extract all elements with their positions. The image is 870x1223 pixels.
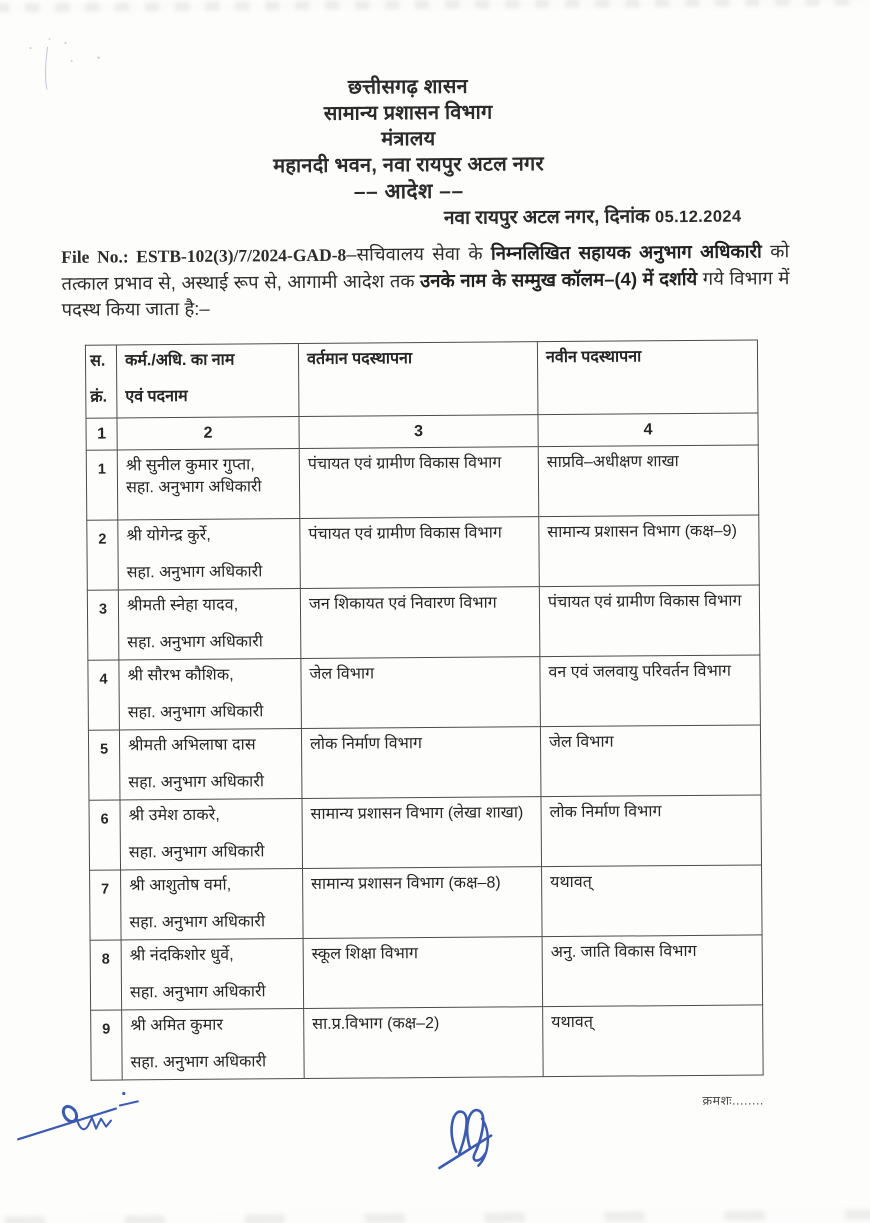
row-serial: 6 [89, 800, 121, 870]
letterhead [0, 71, 821, 209]
officer-name: श्री नंदकिशोर धुर्वे, [129, 946, 234, 965]
table-row [89, 795, 762, 870]
table-row [90, 935, 763, 1010]
row-new-posting: यथावत् [542, 865, 763, 937]
col-num-3: 3 [299, 415, 538, 449]
department-name: सामान्य प्रशासन विभाग [323, 101, 493, 125]
para-seg3: को तत्काल प्रभाव से, अस्थाई रूप से, आगामी आदेश तक [61, 240, 790, 294]
row-new-posting: पंचायत एवं ग्रामीण विकास विभाग [539, 585, 760, 657]
row-new-posting: अनु. जाति विकास विभाग [542, 935, 763, 1007]
postings-table-wrap [85, 339, 764, 1080]
file-number: File No.: ESTB-102(3)/7/2024-GAD-8 [61, 244, 347, 267]
place-date-text: नवा रायपुर अटल नगर, दिनांक [443, 206, 656, 229]
header-name-line2: एवं पदनाम [125, 387, 188, 406]
officer-designation: सहा. अनुभाग अधिकारी [129, 913, 266, 932]
row-serial: 3 [87, 590, 119, 660]
officer-designation: सहा. अनुभाग अधिकारी [128, 843, 265, 862]
row-officer [117, 449, 300, 520]
table-row [86, 445, 759, 520]
table-header-row [85, 340, 758, 418]
officer-name: श्री उमेश ठाकरे, [128, 806, 220, 825]
signature-center-icon [439, 1110, 491, 1168]
header-serial [85, 345, 117, 418]
row-officer [121, 869, 304, 940]
place-date-line [444, 202, 742, 230]
officer-name: श्री योगेन्द्र कुर्रे, [126, 526, 211, 545]
row-new-posting: लोक निर्माण विभाग [541, 795, 762, 867]
officer-name: श्रीमती स्नेहा यादव, [126, 596, 239, 615]
col-num-1: 1 [86, 418, 117, 450]
row-current-posting: सा.प्र.विभाग (कक्ष–2) [304, 1007, 544, 1079]
officer-name: श्री अमित कुमार [130, 1016, 224, 1035]
row-current-posting: जन शिकायत एवं निवारण विभाग [300, 587, 540, 659]
scan-edge-noise-top [0, 0, 865, 12]
para-seg2: निम्नलिखित सहायक अनुभाग अधिकारी [490, 240, 762, 264]
signature-left-icon [18, 1092, 138, 1140]
state-name: छत्तीसगढ़ शासन [347, 75, 468, 99]
row-new-posting: यथावत् [543, 1005, 764, 1077]
row-officer [122, 1009, 305, 1080]
header-current-posting: वर्तमान पदस्थापना [298, 342, 538, 417]
officer-designation: सहा. अनुभाग अधिकारी [127, 703, 264, 722]
row-officer [121, 939, 304, 1010]
officer-designation: सहा. अनुभाग अधिकारी [125, 478, 262, 497]
row-new-posting: साप्रवि–अधीक्षण शाखा [538, 445, 759, 517]
officer-designation: सहा. अनुभाग अधिकारी [127, 633, 263, 652]
column-number-row [86, 413, 758, 450]
scan-edge-noise-bottom [5, 1210, 870, 1223]
header-new-posting: नवीन पदस्थापना [537, 340, 758, 415]
row-current-posting: जेल विभाग [301, 657, 541, 729]
row-officer [118, 589, 301, 660]
row-serial: 8 [90, 940, 122, 1010]
row-serial: 9 [91, 1010, 123, 1080]
row-current-posting: लोक निर्माण विभाग [301, 727, 541, 799]
row-serial: 7 [90, 870, 122, 940]
table-row [88, 655, 761, 730]
officer-designation: सहा. अनुभाग अधिकारी [130, 1053, 267, 1072]
header-name-line1: कर्म./अधि. का नाम [124, 351, 235, 370]
row-serial: 1 [86, 450, 118, 520]
row-officer [119, 729, 302, 800]
header-name [116, 344, 299, 418]
officer-name: श्री सुनील कुमार गुप्ता, [125, 456, 256, 475]
continued-marker: क्रमशः........ [702, 1093, 764, 1108]
row-officer [118, 519, 301, 590]
row-serial: 2 [87, 520, 119, 590]
officer-designation: सहा. अनुभाग अधिकारी [129, 983, 266, 1002]
officer-name: श्रीमती अभिलाषा दास [127, 736, 256, 755]
para-seg1: –सचिवालय सेवा के [346, 242, 491, 265]
table-row [88, 725, 761, 800]
table-row [90, 865, 763, 940]
table-row [87, 515, 760, 590]
row-new-posting: जेल विभाग [540, 725, 761, 797]
row-current-posting: स्कूल शिक्षा विभाग [303, 937, 543, 1009]
header-serial-line2: क्रं. [90, 388, 108, 406]
officer-name: श्री आशुतोष वर्मा, [129, 876, 232, 895]
order-title: –– आदेश –– [353, 179, 464, 204]
row-new-posting: सामान्य प्रशासन विभाग (कक्ष–9) [539, 515, 760, 587]
row-current-posting: पंचायत एवं ग्रामीण विकास विभाग [299, 447, 539, 519]
col-num-4: 4 [538, 413, 758, 447]
para-seg5: गये विभाग में पदस्थ किया जाता है:– [61, 266, 790, 320]
row-current-posting: सामान्य प्रशासन विभाग (लेखा शाखा) [302, 797, 542, 869]
ministry-line: मंत्रालय [381, 127, 436, 151]
row-serial: 4 [88, 660, 120, 730]
table-row [87, 585, 760, 660]
row-current-posting: सामान्य प्रशासन विभाग (कक्ष–8) [303, 867, 543, 939]
row-current-posting: पंचायत एवं ग्रामीण विकास विभाग [300, 517, 540, 589]
order-date: 05.12.2024 [654, 207, 742, 227]
officer-designation: सहा. अनुभाग अधिकारी [126, 563, 263, 582]
postings-table [85, 339, 764, 1080]
table-row [91, 1005, 764, 1080]
row-officer [119, 659, 302, 730]
row-officer [120, 799, 303, 870]
col-num-2: 2 [117, 417, 299, 450]
header-serial-line1: स. [89, 352, 106, 370]
order-paragraph [61, 238, 790, 323]
row-serial: 5 [88, 730, 120, 800]
address-line: महानदी भवन, नवा रायपुर अटल नगर [273, 153, 544, 178]
officer-designation: सहा. अनुभाग अधिकारी [128, 773, 265, 792]
officer-name: श्री सौरभ कौशिक, [127, 666, 234, 685]
row-new-posting: वन एवं जलवायु परिवर्तन विभाग [540, 655, 761, 727]
para-seg4: उनके नाम के सम्मुख कॉलम–(4) में दर्शाये [420, 267, 698, 291]
